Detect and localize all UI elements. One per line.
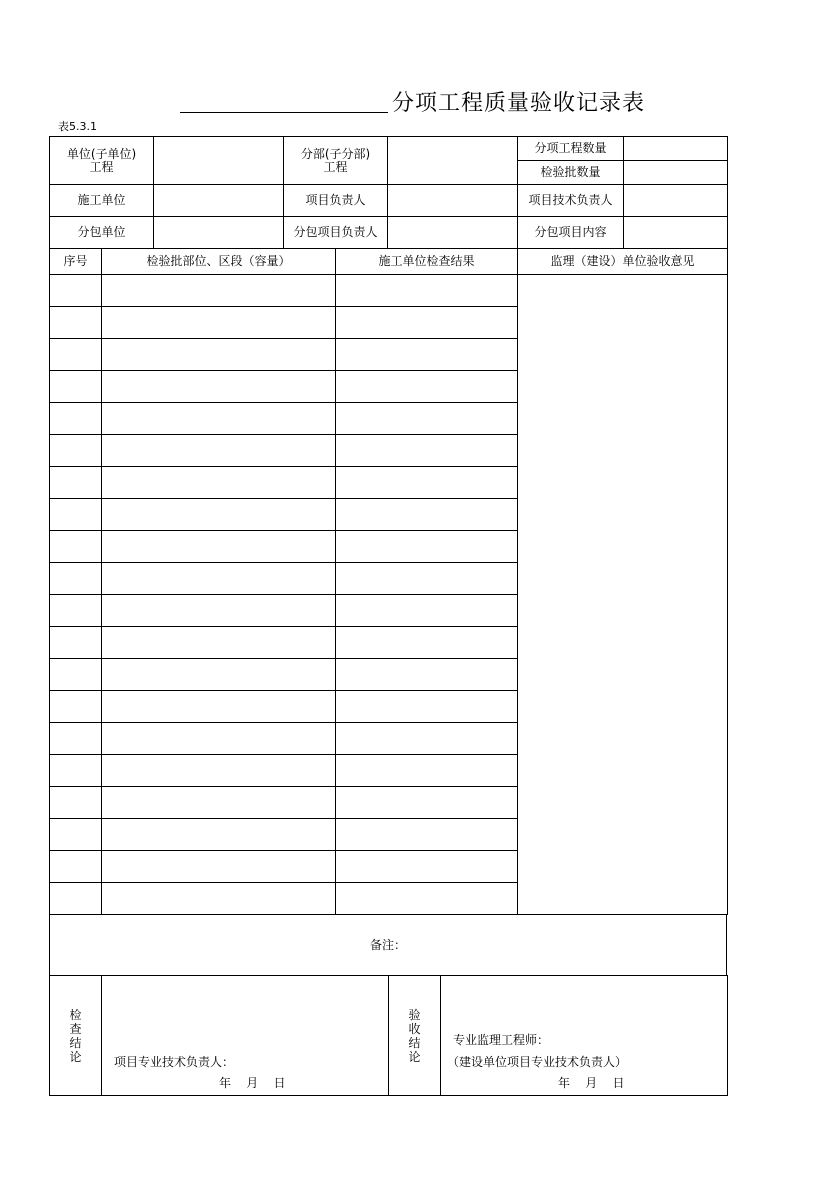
item-count-label: 分项工程数量 (518, 137, 624, 161)
row-no-cell[interactable] (50, 371, 102, 403)
row-batch-cell[interactable] (102, 595, 336, 627)
supervising-engineer: 专业监理工程师： (453, 1033, 550, 1047)
row-result-cell[interactable] (336, 499, 518, 531)
subcontractor-value[interactable] (154, 217, 284, 249)
unit-project-label: 单位(子单位) 工程 (50, 137, 154, 185)
row-batch-cell[interactable] (102, 563, 336, 595)
row-batch-cell[interactable] (102, 755, 336, 787)
row-result-cell[interactable] (336, 467, 518, 499)
acceptance-conclusion-label: 验收结论 (389, 976, 441, 1096)
row-no-cell[interactable] (50, 819, 102, 851)
row-batch-cell[interactable] (102, 883, 336, 915)
row-batch-cell[interactable] (102, 307, 336, 339)
remark-table (49, 914, 727, 976)
sub-content-label: 分包项目内容 (518, 217, 624, 249)
col-supervision: 监理（建设）单位验收意见 (518, 249, 728, 275)
header-table (49, 136, 728, 249)
row-result-cell[interactable] (336, 403, 518, 435)
form-number: 表5.3.1 (58, 120, 97, 133)
row-no-cell[interactable] (50, 755, 102, 787)
row-result-cell[interactable] (336, 787, 518, 819)
row-batch-cell[interactable] (102, 467, 336, 499)
row-no-cell[interactable] (50, 723, 102, 755)
row-no-cell[interactable] (50, 659, 102, 691)
sub-content-value[interactable] (624, 217, 728, 249)
row-no-cell[interactable] (50, 883, 102, 915)
row-result-cell[interactable] (336, 339, 518, 371)
row-no-cell[interactable] (50, 563, 102, 595)
remark-cell[interactable] (50, 915, 727, 976)
row-no-cell[interactable] (50, 339, 102, 371)
row-no-cell[interactable] (50, 627, 102, 659)
table-row (50, 275, 728, 307)
project-manager-value[interactable] (388, 185, 518, 217)
row-batch-cell[interactable] (102, 787, 336, 819)
division-label: 分部(子分部) 工程 (284, 137, 388, 185)
row-no-cell[interactable] (50, 787, 102, 819)
row-no-cell[interactable] (50, 691, 102, 723)
row-result-cell[interactable] (336, 723, 518, 755)
batch-count-value[interactable] (624, 161, 728, 185)
batch-table (49, 248, 728, 915)
row-batch-cell[interactable] (102, 435, 336, 467)
row-result-cell[interactable] (336, 851, 518, 883)
row-result-cell[interactable] (336, 307, 518, 339)
project-name-blank[interactable] (180, 112, 388, 113)
row-no-cell[interactable] (50, 595, 102, 627)
row-no-cell[interactable] (50, 403, 102, 435)
row-batch-cell[interactable] (102, 275, 336, 307)
row-result-cell[interactable] (336, 819, 518, 851)
row-batch-cell[interactable] (102, 531, 336, 563)
col-check-result: 施工单位检查结果 (336, 249, 518, 275)
row-result-cell[interactable] (336, 883, 518, 915)
project-manager-label: 项目负责人 (284, 185, 388, 217)
check-date: 年 月 日 (219, 1076, 286, 1090)
row-no-cell[interactable] (50, 531, 102, 563)
row-batch-cell[interactable] (102, 339, 336, 371)
contractor-value[interactable] (154, 185, 284, 217)
row-result-cell[interactable] (336, 659, 518, 691)
subcontractor-label: 分包单位 (50, 217, 154, 249)
title-text: 分项工程质量验收记录表 (392, 91, 646, 116)
row-no-cell[interactable] (50, 851, 102, 883)
batch-count-label: 检验批数量 (518, 161, 624, 185)
row-result-cell[interactable] (336, 595, 518, 627)
sub-manager-value[interactable] (388, 217, 518, 249)
conclusion-table (49, 975, 728, 1096)
row-batch-cell[interactable] (102, 723, 336, 755)
acceptance-conclusion-cell[interactable] (441, 976, 728, 1096)
row-batch-cell[interactable] (102, 499, 336, 531)
row-batch-cell[interactable] (102, 371, 336, 403)
check-signer: 项目专业技术负责人： (114, 1055, 235, 1069)
check-conclusion-label: 检查结论 (50, 976, 102, 1096)
row-result-cell[interactable] (336, 691, 518, 723)
row-no-cell[interactable] (50, 499, 102, 531)
row-result-cell[interactable] (336, 563, 518, 595)
row-no-cell[interactable] (50, 275, 102, 307)
check-conclusion-cell[interactable] (102, 976, 389, 1096)
row-no-cell[interactable] (50, 307, 102, 339)
row-batch-cell[interactable] (102, 659, 336, 691)
row-result-cell[interactable] (336, 435, 518, 467)
contractor-label: 施工单位 (50, 185, 154, 217)
row-result-cell[interactable] (336, 371, 518, 403)
tech-manager-label: 项目技术负责人 (518, 185, 624, 217)
row-batch-cell[interactable] (102, 691, 336, 723)
unit-project-value[interactable] (154, 137, 284, 185)
row-no-cell[interactable] (50, 435, 102, 467)
row-result-cell[interactable] (336, 755, 518, 787)
row-result-cell[interactable] (336, 275, 518, 307)
row-batch-cell[interactable] (102, 851, 336, 883)
row-result-cell[interactable] (336, 531, 518, 563)
tech-manager-value[interactable] (624, 185, 728, 217)
division-value[interactable] (388, 137, 518, 185)
sub-manager-label: 分包项目负责人 (284, 217, 388, 249)
acceptance-date: 年 月 日 (558, 1076, 625, 1090)
row-batch-cell[interactable] (102, 403, 336, 435)
supervision-opinion-cell[interactable] (518, 275, 728, 915)
item-count-value[interactable] (624, 137, 728, 161)
owner-tech-manager: （建设单位项目专业技术负责人） (447, 1055, 628, 1069)
col-batch: 检验批部位、区段（容量） (102, 249, 336, 275)
row-result-cell[interactable] (336, 627, 518, 659)
col-no: 序号 (50, 249, 102, 275)
row-batch-cell[interactable] (102, 819, 336, 851)
remark-label: 备注： (369, 937, 406, 952)
row-batch-cell[interactable] (102, 627, 336, 659)
row-no-cell[interactable] (50, 467, 102, 499)
